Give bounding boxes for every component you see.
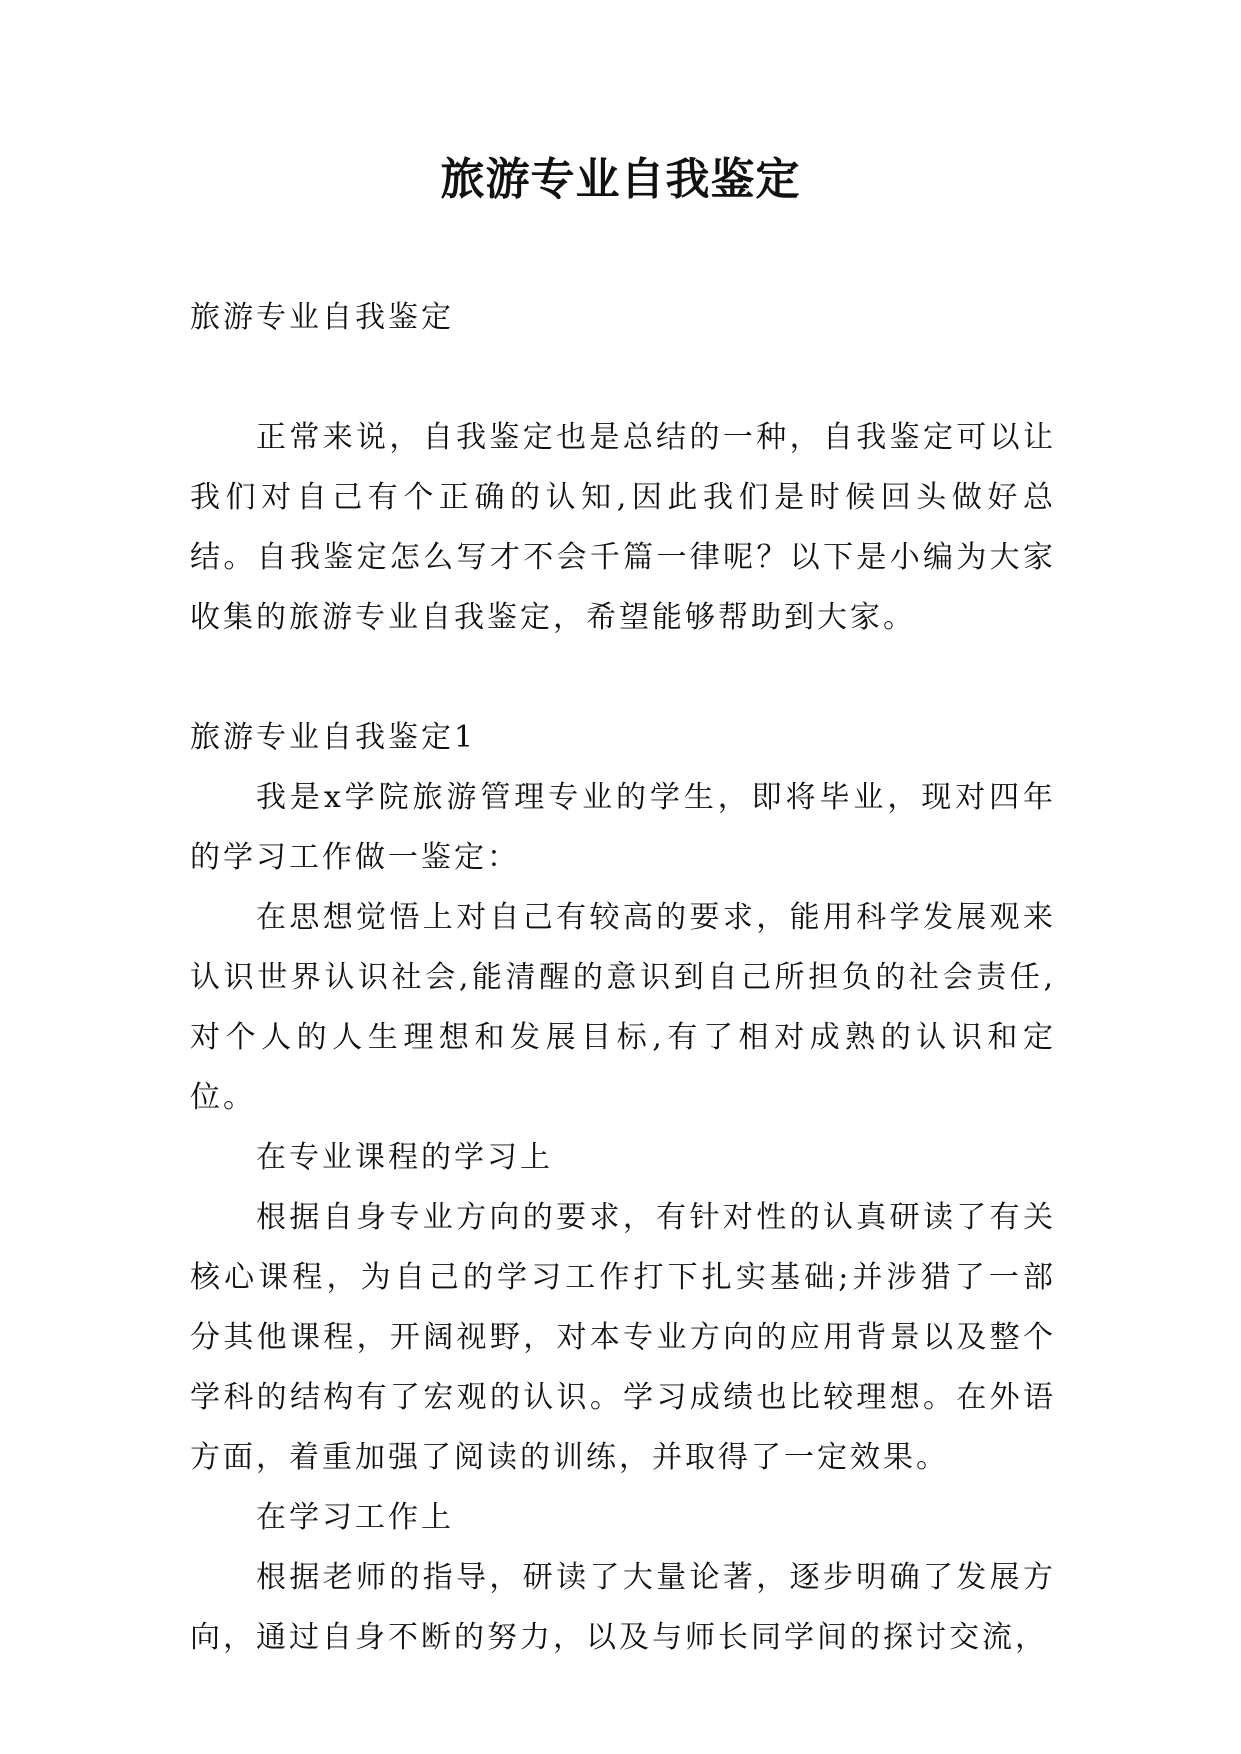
document-subtitle: 旅游专业自我鉴定: [190, 300, 454, 335]
body-paragraph-5: 在学习工作上: [256, 1500, 454, 1535]
body-paragraph-3: 在专业课程的学习上: [256, 1140, 553, 1175]
body-paragraph-4: 根据自身专业方向的要求，有针对性的认真研读了有关核心课程，为自己的学习工作打下扎实基础;并涉猎了一部分其他课程，开阔视野，对本专业方向的应用背景以及整个学科的结构有了宏观的认识。学习成绩也比较理想。在外语方面，着重加强了阅读的训练，并取得了一定效果。: [190, 1200, 1056, 1475]
document-title: 旅游专业自我鉴定: [440, 154, 801, 205]
document-body: [190, 288, 1056, 1668]
body-paragraph-6: 根据老师的指导，研读了大量论著，逐步明确了发展方向，通过自身不断的努力，以及与师长同学间的探讨交流，: [190, 1560, 1056, 1655]
body-paragraph-1: 我是x学院旅游管理专业的学生，即将毕业，现对四年的学习工作做一鉴定：: [190, 780, 1056, 875]
intro-paragraph: 正常来说，自我鉴定也是总结的一种，自我鉴定可以让我们对自己有个正确的认知,因此我们是时候回头做好总结。自我鉴定怎么写才不会千篇一律呢？以下是小编为大家收集的旅游专业自我鉴定，希望能够帮助到大家。: [190, 420, 1056, 635]
body-paragraph-2: 在思想觉悟上对自己有较高的要求，能用科学发展观来认识世界认识社会,能清醒的意识到自己所担负的社会责任,对个人的人生理想和发展目标,有了相对成熟的认识和定位。: [190, 900, 1056, 1115]
section-heading-1: 旅游专业自我鉴定1: [190, 720, 477, 755]
